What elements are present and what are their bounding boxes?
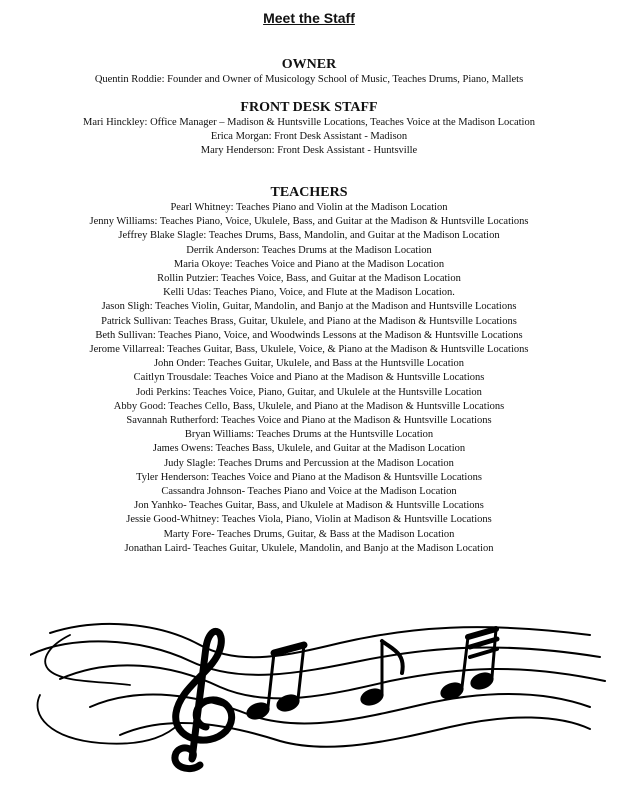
- music-staff-notes-icon: [30, 615, 610, 775]
- teacher-line: John Onder: Teaches Guitar, Ukulele, and Bass at the Huntsville Location: [153, 358, 465, 370]
- teachers-section: [0, 184, 618, 556]
- teacher-line: Jerome Villarreal: Teaches Guitar, Bass, Ukulele, Voice, & Piano at the Madison & Huntsville Locations: [89, 344, 529, 356]
- teacher-line: Cassandra Johnson- Teaches Piano and Voice at the Madison Location: [161, 486, 457, 498]
- front-desk-line: Mari Hinckley: Office Manager – Madison & Huntsville Locations, Teaches Voice at the Madison Location: [83, 117, 535, 128]
- teacher-line: Maria Okoye: Teaches Voice and Piano at the Madison Location: [173, 258, 445, 270]
- teacher-line: Jessie Good-Whitney: Teaches Viola, Piano, Violin at Madison & Huntsville Locations: [126, 514, 492, 526]
- page-title: Meet the Staff: [263, 10, 355, 26]
- teacher-line: Bryan Williams: Teaches Drums at the Huntsville Location: [184, 429, 434, 441]
- teacher-line: Derrik Anderson: Teaches Drums at the Madison Location: [186, 244, 432, 256]
- front-desk-heading: FRONT DESK STAFF: [240, 100, 378, 115]
- teacher-line: Pearl Whitney: Teaches Piano and Violin at the Madison Location: [170, 202, 448, 213]
- teacher-line: Jeffrey Blake Slagle: Teaches Drums, Bass, Mandolin, and Guitar at the Madison Location: [118, 230, 500, 242]
- front-desk-line: Mary Henderson: Front Desk Assistant - Huntsville: [200, 145, 418, 157]
- teacher-line: Tyler Henderson: Teaches Voice and Piano at the Madison & Huntsville Locations: [136, 471, 482, 483]
- teacher-line: Jason Sligh: Teaches Violin, Guitar, Mandolin, and Banjo at the Madison and Huntsville Locations: [101, 301, 517, 313]
- owner-line: Quentin Roddie: Founder and Owner of Musicology School of Music, Teaches Drums, Piano, Mallets: [94, 74, 524, 85]
- teacher-line: Patrick Sullivan: Teaches Brass, Guitar, Ukulele, and Piano at the Madison & Huntsville Locations: [101, 315, 517, 327]
- teacher-line: Abby Good: Teaches Cello, Bass, Ukulele, and Piano at the Madison & Huntsville Locations: [113, 400, 505, 412]
- teacher-line: Savannah Rutherford: Teaches Voice and Piano at the Madison & Huntsville Locations: [126, 415, 492, 427]
- teachers-heading: TEACHERS: [270, 185, 348, 200]
- teacher-line: Jodi Perkins: Teaches Voice, Piano, Guitar, and Ukulele at the Huntsville Location: [136, 386, 482, 398]
- teacher-line: Jonathan Laird- Teaches Guitar, Ukulele, Mandolin, and Banjo at the Madison Location: [124, 542, 494, 554]
- owner-section: [0, 56, 618, 87]
- owner-heading: OWNER: [281, 57, 337, 72]
- teacher-line: Caitlyn Trousdale: Teaches Voice and Piano at the Madison & Huntsville Locations: [133, 372, 485, 384]
- front-desk-section: [0, 99, 618, 159]
- teacher-line: Rollin Putzier: Teaches Voice, Bass, and Guitar at the Madison Location: [157, 273, 461, 285]
- teacher-line: Judy Slagle: Teaches Drums and Percussion at the Madison Location: [164, 457, 454, 469]
- teacher-line: Jenny Williams: Teaches Piano, Voice, Ukulele, Bass, and Guitar at the Madison & Huntsville Locations: [89, 216, 529, 228]
- teacher-line: Kelli Udas: Teaches Piano, Voice, and Flute at the Madison Location.: [163, 287, 455, 299]
- teacher-line: James Owens: Teaches Bass, Ukulele, and Guitar at the Madison Location: [152, 443, 466, 455]
- teachers-list: [0, 201, 618, 556]
- front-desk-line: Erica Morgan: Front Desk Assistant - Madison: [210, 131, 408, 143]
- teacher-line: Marty Fore- Teaches Drums, Guitar, & Bass at the Madison Location: [163, 528, 455, 540]
- teacher-line: Beth Sullivan: Teaches Piano, Voice, and Woodwinds Lessons at the Madison & Huntsville Locations: [95, 329, 523, 341]
- teacher-line: Jon Yanhko- Teaches Guitar, Bass, and Ukulele at Madison & Huntsville Locations: [134, 500, 484, 512]
